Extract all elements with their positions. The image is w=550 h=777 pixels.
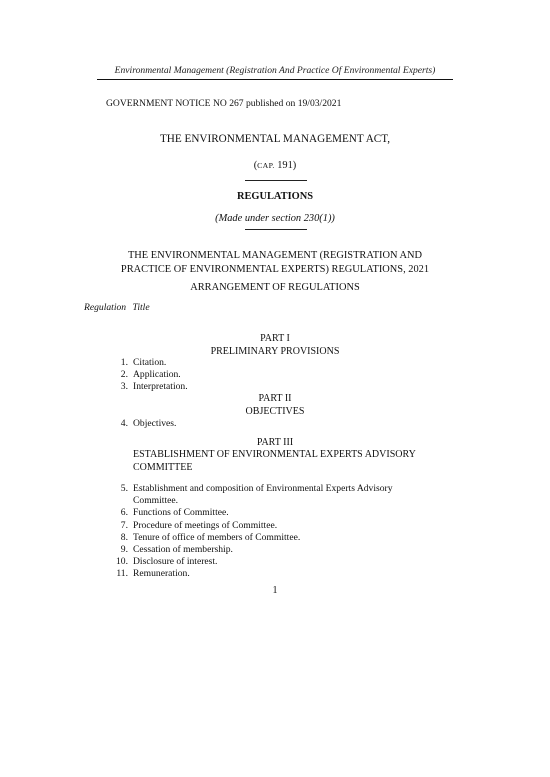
regulation-list <box>114 418 443 430</box>
item-number: 3. <box>120 381 128 393</box>
list-item <box>114 532 443 544</box>
list-item <box>114 357 443 369</box>
item-text-continuation: Committee. <box>133 495 179 507</box>
header-rule <box>97 79 453 80</box>
item-text: Establishment and composition of Environmental Experts Advisory <box>133 483 393 494</box>
cap-small-caps: CAP. <box>257 161 275 170</box>
regulation-list <box>114 483 443 581</box>
long-title-line: THE ENVIRONMENTAL MANAGEMENT (REGISTRATION AND <box>127 250 423 261</box>
separator-rule <box>245 180 307 181</box>
page-number: 1 <box>272 585 278 596</box>
part-heading <box>97 392 453 418</box>
item-text: Disclosure of interest. <box>133 556 218 568</box>
cap-prefix: ( <box>253 160 258 171</box>
part-title-line: ESTABLISHMENT OF ENVIRONMENTAL EXPERTS ADVISORY <box>133 449 416 460</box>
government-notice: GOVERNMENT NOTICE NO 267 published on 19/03/2021 <box>106 98 342 109</box>
running-header: Environmental Management (Registration And Practice Of Environmental Experts) <box>114 65 436 76</box>
part-title: OBJECTIVES <box>245 406 305 417</box>
item-number: 7. <box>120 519 128 531</box>
part-label: PART II <box>258 393 292 404</box>
column-header-title: Title <box>132 302 150 313</box>
item-text: Remuneration. <box>133 568 190 580</box>
part-title: PRELIMINARY PROVISIONS <box>210 346 340 357</box>
column-headers <box>84 302 150 313</box>
item-text: Application. <box>133 369 181 381</box>
list-item <box>114 483 443 507</box>
item-text: Tenure of office of members of Committee. <box>133 531 301 543</box>
column-header-regulation: Regulation <box>84 302 127 313</box>
item-number: 5. <box>120 483 128 494</box>
item-number: 2. <box>120 369 128 381</box>
part-label: PART III <box>256 437 294 448</box>
cap-number: 191) <box>274 160 297 171</box>
part-heading <box>97 332 453 358</box>
item-text: Citation. <box>133 357 167 368</box>
act-title: THE ENVIRONMENTAL MANAGEMENT ACT, <box>159 133 391 145</box>
item-number: 6. <box>120 507 128 519</box>
list-item <box>114 369 443 381</box>
separator-rule <box>245 229 307 230</box>
list-item <box>114 544 443 556</box>
item-text: Objectives. <box>133 418 177 429</box>
regulations-long-title <box>97 249 453 277</box>
item-number: 8. <box>120 531 128 543</box>
item-number: 9. <box>120 544 128 556</box>
part-title-line: COMMITTEE <box>133 462 193 473</box>
item-number: 11. <box>116 568 128 580</box>
item-text: Procedure of meetings of Committee. <box>133 519 278 531</box>
list-item <box>114 520 443 532</box>
item-number: 10. <box>116 556 128 568</box>
list-item <box>114 556 443 568</box>
arrangement-heading: ARRANGEMENT OF REGULATIONS <box>190 282 360 293</box>
list-item <box>114 418 443 430</box>
regulations-heading: REGULATIONS <box>236 191 314 202</box>
item-text: Cessation of membership. <box>133 544 233 556</box>
list-item <box>114 568 443 580</box>
part-title <box>133 448 433 474</box>
made-under-note: (Made under section 230(1)) <box>215 213 335 224</box>
item-number: 1. <box>120 357 128 368</box>
long-title-line: PRACTICE OF ENVIRONMENTAL EXPERTS) REGULATIONS, 2021 <box>120 264 430 275</box>
regulation-list <box>114 357 443 394</box>
item-text: Interpretation. <box>133 381 188 393</box>
cap-reference <box>97 160 453 171</box>
part-label: PART I <box>260 333 290 344</box>
item-text: Functions of Committee. <box>133 507 229 519</box>
list-item <box>114 507 443 519</box>
item-number: 4. <box>120 418 128 429</box>
